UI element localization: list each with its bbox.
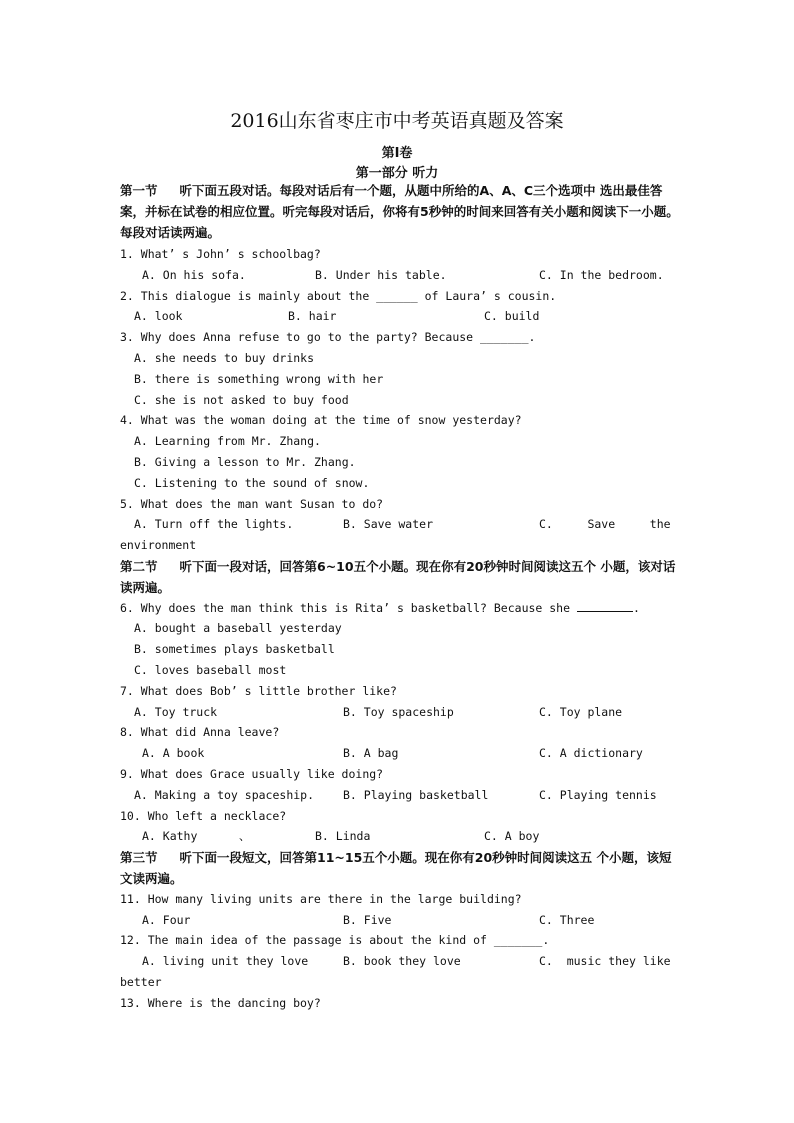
q6-option-c: C. loves baseball most <box>134 663 287 677</box>
q12-option-c: C. music they like <box>539 954 671 968</box>
q10-option-b: B. Linda <box>315 829 371 843</box>
section-1-instructions <box>120 180 680 243</box>
q2-option-b: B. hair <box>288 309 337 323</box>
section-1-tag: 第一节 <box>120 183 158 198</box>
question-3: 3. Why does Anna refuse to go to the party? Because _______. <box>120 330 536 344</box>
q8-option-a: A. A book <box>142 746 205 760</box>
q1-option-a: A. On his sofa. <box>142 268 246 282</box>
answer-blank <box>577 599 633 612</box>
q12-option-a: A. living unit they love <box>142 954 309 968</box>
q6-option-b: B. sometimes plays basketball <box>134 642 335 656</box>
q5-option-b: B. Save water <box>343 517 434 531</box>
volume-heading: 第Ⅰ卷 <box>381 146 413 161</box>
section-3-text: 听下面一段短文，回答第11~15五个小题。现在你有20秒钟时间阅读这五 个小题，该短文读两遍。 <box>120 850 672 886</box>
q4-option-b: B. Giving a lesson to Mr. Zhang. <box>134 455 356 469</box>
question-9: 9. What does Grace usually like doing? <box>120 767 384 781</box>
q4-option-a: A. Learning from Mr. Zhang. <box>134 434 321 448</box>
q12-option-c-continued: better <box>120 975 162 989</box>
q1-option-b: B. Under his table. <box>315 268 447 282</box>
page-title: 2016山东省枣庄市中考英语真题及答案 <box>230 110 564 132</box>
q7-option-b: B. Toy spaceship <box>343 705 454 719</box>
section-3-instructions <box>120 847 680 889</box>
q5-option-c: C. Save the <box>539 517 671 531</box>
q10-option-c: C. A boy <box>484 829 540 843</box>
q11-option-b: B. Five <box>343 913 392 927</box>
question-12: 12. The main idea of the passage is about the kind of _______. <box>120 933 550 947</box>
q9-option-a: A. Making a toy spaceship. <box>134 788 315 802</box>
q4-option-c: C. Listening to the sound of snow. <box>134 476 370 490</box>
question-13: 13. Where is the dancing boy? <box>120 996 321 1010</box>
q11-option-a: A. Four <box>142 913 191 927</box>
question-2: 2. This dialogue is mainly about the ______ of Laura’ s cousin. <box>120 289 557 303</box>
q7-option-c: C. Toy plane <box>539 705 623 719</box>
question-6-text: 6. Why does the man think this is Rita’ s basketball? Because she <box>120 601 571 615</box>
q3-option-a: A. she needs to buy drinks <box>134 351 315 365</box>
question-1: 1. What’ s John’ s schoolbag? <box>120 247 321 261</box>
q10-option-a: A. Kathy 、 <box>142 829 251 843</box>
question-5: 5. What does the man want Susan to do? <box>120 497 384 511</box>
q3-option-b: B. there is something wrong with her <box>134 372 384 386</box>
q9-option-c: C. Playing tennis <box>539 788 657 802</box>
q8-option-b: B. A bag <box>343 746 399 760</box>
q8-option-c: C. A dictionary <box>539 746 643 760</box>
section-3-tag: 第三节 <box>120 850 158 865</box>
question-11: 11. How many living units are there in the large building? <box>120 892 522 906</box>
q9-option-b: B. Playing basketball <box>343 788 489 802</box>
q5-option-c-continued: environment <box>120 538 197 552</box>
q7-option-a: A. Toy truck <box>134 705 218 719</box>
q5-option-a: A. Turn off the lights. <box>134 517 294 531</box>
question-8: 8. What did Anna leave? <box>120 725 280 739</box>
q12-option-b: B. book they love <box>343 954 461 968</box>
section-2-instructions <box>120 556 680 598</box>
q2-option-c: C. build <box>484 309 540 323</box>
question-7: 7. What does Bob’ s little brother like? <box>120 684 397 698</box>
part-heading: 第一部分 听力 <box>355 166 439 181</box>
section-2-text: 听下面一段对话，回答第6~10五个小题。现在你有20秒钟时间阅读这五个 小题，该对话读两遍。 <box>120 559 676 595</box>
q1-option-c: C. In the bedroom. <box>539 268 664 282</box>
q11-option-c: C. Three <box>539 913 595 927</box>
section-2-tag: 第二节 <box>120 559 158 574</box>
question-4: 4. What was the woman doing at the time of snow yesterday? <box>120 413 522 427</box>
q3-option-c: C. she is not asked to buy food <box>134 393 349 407</box>
section-1-text: 听下面五段对话。每段对话后有一个题，从题中所给的A、A、C三个选项中 选出最佳答案，并标在试卷的相应位置。听完每段对话后，你将有5秒钟的时间来回答有关小题和阅读下一小题。每段对话读两遍。 <box>120 183 679 240</box>
question-10: 10. Who left a necklace? <box>120 809 287 823</box>
q2-option-a: A. look <box>134 309 183 323</box>
question-6: 6. Why does the man think this is Rita’ s basketball? Because she . <box>120 601 640 615</box>
q6-option-a: A. bought a baseball yesterday <box>134 621 342 635</box>
